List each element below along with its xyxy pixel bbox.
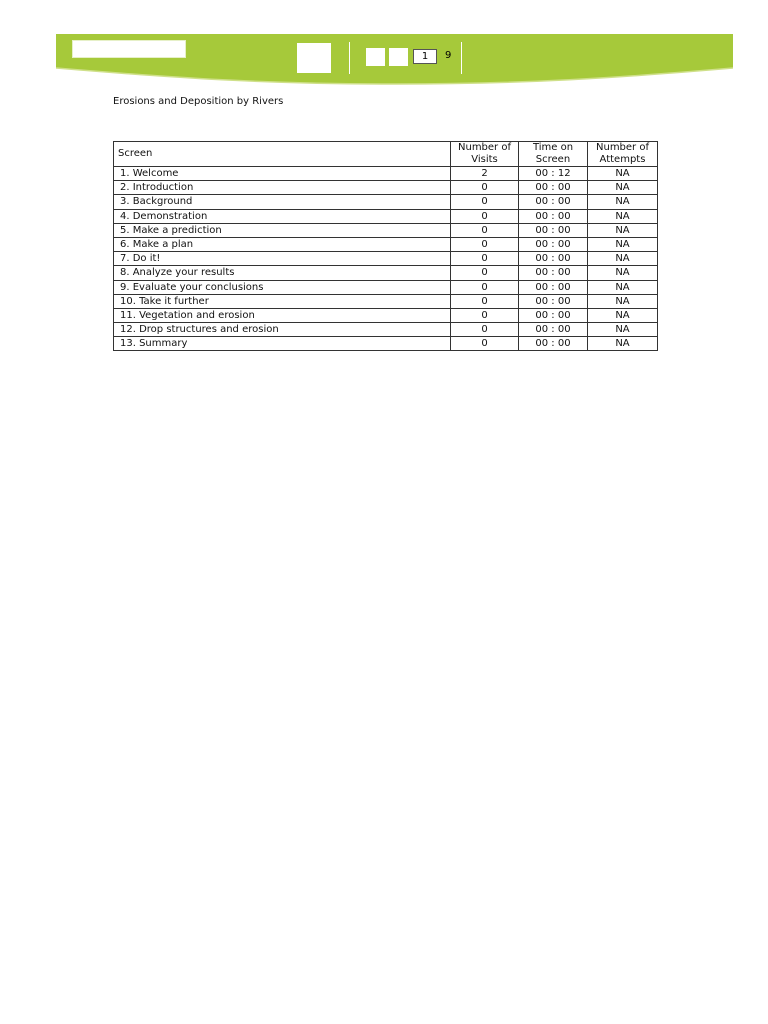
next-page-button[interactable] [389, 48, 408, 66]
print-button[interactable] [297, 43, 331, 73]
toolbar-separator [349, 42, 350, 74]
cell-screen: 8. Analyze your results [114, 266, 451, 280]
cell-visits: 0 [451, 294, 519, 308]
cell-time: 00 : 00 [519, 308, 588, 322]
cell-attempts: NA [588, 209, 658, 223]
cell-attempts: NA [588, 294, 658, 308]
cell-attempts: NA [588, 337, 658, 351]
table-row [114, 195, 658, 209]
cell-time: 00 : 00 [519, 237, 588, 251]
cell-visits: 0 [451, 237, 519, 251]
cell-time: 00 : 00 [519, 280, 588, 294]
cell-screen: 5. Make a prediction [114, 223, 451, 237]
cell-screen: 1. Welcome [114, 167, 451, 181]
cell-visits: 0 [451, 308, 519, 322]
table-row [114, 280, 658, 294]
cell-attempts: NA [588, 308, 658, 322]
cell-time: 00 : 12 [519, 167, 588, 181]
cell-attempts: NA [588, 195, 658, 209]
cell-visits: 0 [451, 266, 519, 280]
cell-time: 00 : 00 [519, 181, 588, 195]
table-row [114, 237, 658, 251]
table-row [114, 209, 658, 223]
cell-time: 00 : 00 [519, 209, 588, 223]
cell-visits: 0 [451, 337, 519, 351]
previous-page-button[interactable] [366, 48, 385, 66]
cell-time: 00 : 00 [519, 294, 588, 308]
toolbar-separator [461, 42, 462, 74]
table-row [114, 252, 658, 266]
screen-report-table [113, 141, 658, 351]
header-visits [451, 142, 519, 167]
page-total: 9 [445, 50, 452, 61]
header-visits-line1: Number of [458, 142, 511, 153]
cell-visits: 2 [451, 167, 519, 181]
cell-attempts: NA [588, 266, 658, 280]
cell-screen: 12. Drop structures and erosion [114, 323, 451, 337]
cell-screen: 13. Summary [114, 337, 451, 351]
header-time-line2: Screen [535, 154, 571, 165]
cell-screen: 9. Evaluate your conclusions [114, 280, 451, 294]
cell-attempts: NA [588, 323, 658, 337]
table-row [114, 308, 658, 322]
cell-visits: 0 [451, 280, 519, 294]
page-number-input[interactable] [413, 49, 437, 64]
cell-attempts: NA [588, 181, 658, 195]
cell-time: 00 : 00 [519, 223, 588, 237]
header-attempts-line2: Attempts [599, 154, 646, 165]
cell-screen: 3. Background [114, 195, 451, 209]
table-row [114, 167, 658, 181]
table-row [114, 337, 658, 351]
title-field[interactable] [72, 40, 186, 58]
cell-screen: 6. Make a plan [114, 237, 451, 251]
table-row [114, 266, 658, 280]
table-row [114, 294, 658, 308]
header-screen: Screen [114, 142, 451, 167]
cell-visits: 0 [451, 252, 519, 266]
cell-screen: 10. Take it further [114, 294, 451, 308]
header-attempts-line1: Number of [596, 142, 649, 153]
cell-attempts: NA [588, 223, 658, 237]
table-row [114, 323, 658, 337]
cell-screen: 2. Introduction [114, 181, 451, 195]
header-visits-line2: Visits [471, 154, 498, 165]
header-time [519, 142, 588, 167]
table-header-row [114, 142, 658, 167]
cell-visits: 0 [451, 181, 519, 195]
cell-attempts: NA [588, 252, 658, 266]
cell-visits: 0 [451, 323, 519, 337]
cell-visits: 0 [451, 195, 519, 209]
cell-screen: 11. Vegetation and erosion [114, 308, 451, 322]
cell-attempts: NA [588, 167, 658, 181]
cell-time: 00 : 00 [519, 323, 588, 337]
table-row [114, 223, 658, 237]
cell-visits: 0 [451, 209, 519, 223]
cell-time: 00 : 00 [519, 266, 588, 280]
cell-time: 00 : 00 [519, 195, 588, 209]
cell-attempts: NA [588, 280, 658, 294]
document-title: Erosions and Deposition by Rivers [113, 96, 284, 107]
cell-screen: 4. Demonstration [114, 209, 451, 223]
toolbar [56, 34, 733, 86]
cell-screen: 7. Do it! [114, 252, 451, 266]
cell-time: 00 : 00 [519, 252, 588, 266]
header-attempts [588, 142, 658, 167]
header-time-line1: Time on [532, 142, 574, 153]
cell-visits: 0 [451, 223, 519, 237]
cell-attempts: NA [588, 237, 658, 251]
cell-time: 00 : 00 [519, 337, 588, 351]
table-row [114, 181, 658, 195]
